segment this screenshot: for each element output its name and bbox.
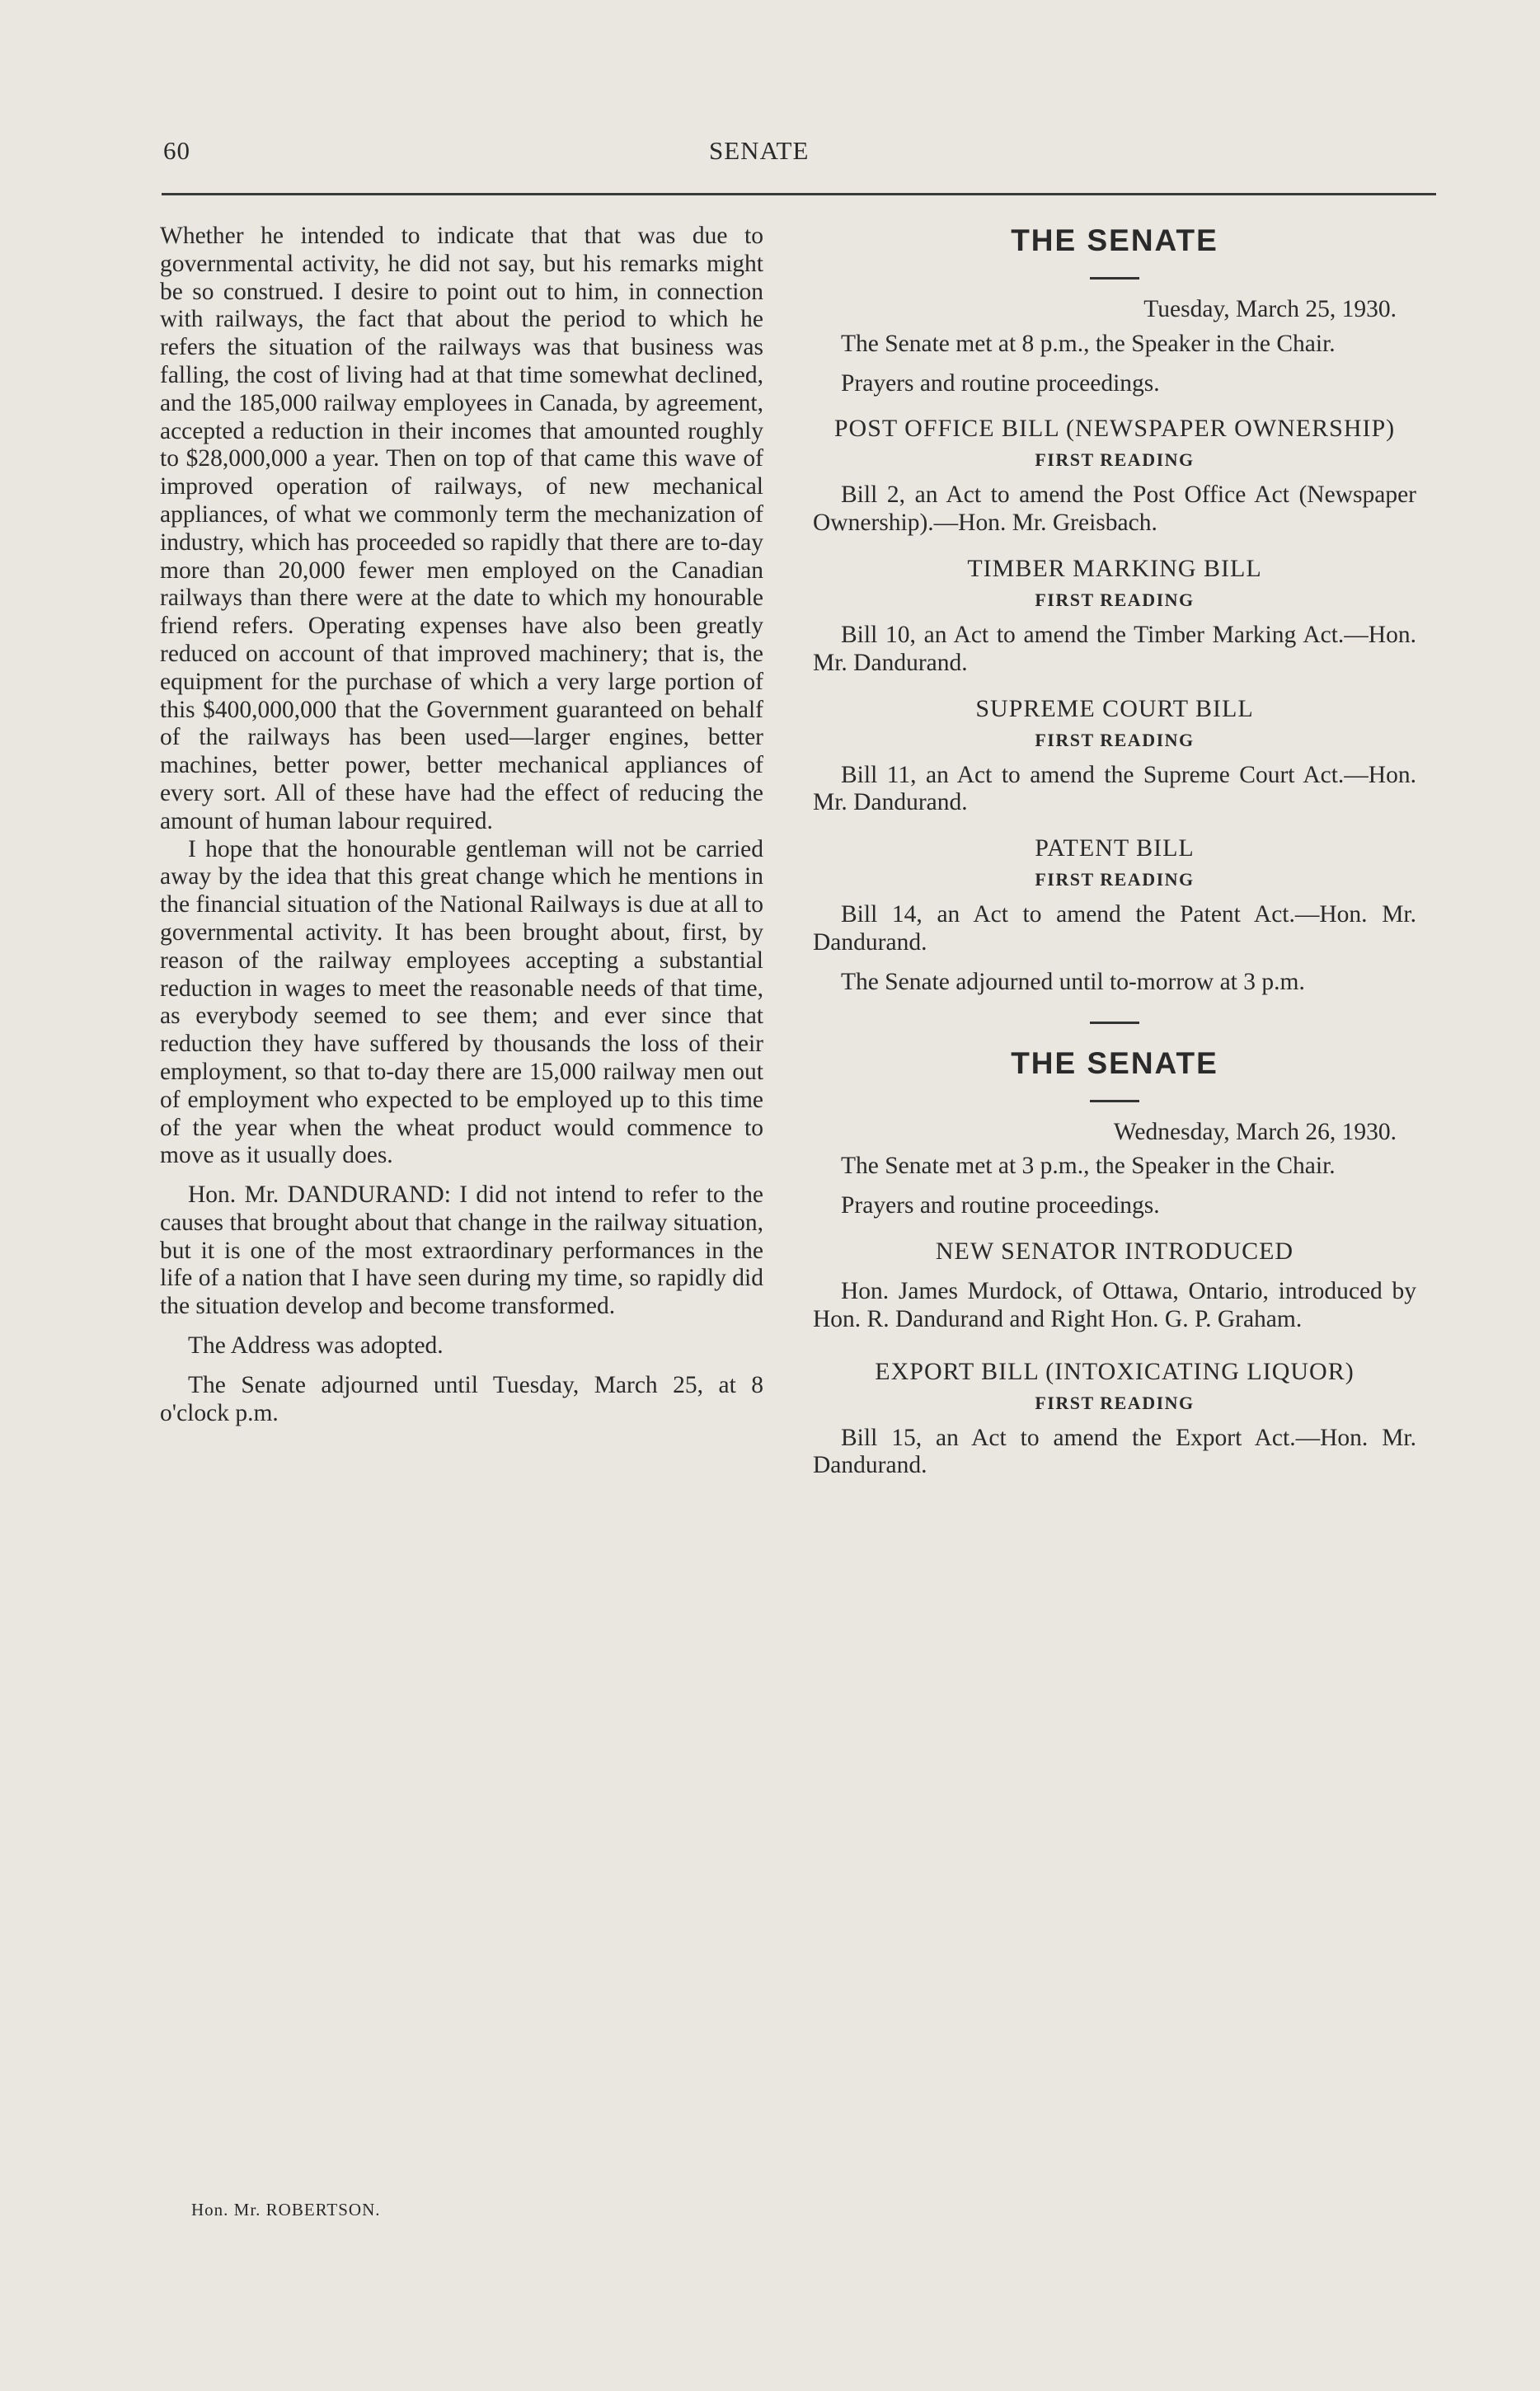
section-new-senator (813, 1237, 1416, 1334)
sitting-opening: The Senate met at 8 p.m., the Speaker in the Chair. (841, 330, 1336, 357)
introduction-text: Hon. James Murdock, of Ottawa, Ontario, introduced by Hon. R. Dandurand and Right Hon. G. P. Graham. (813, 1277, 1416, 1332)
prayers-line: Prayers and routine proceedings. (841, 369, 1160, 397)
page-number: 60 (163, 136, 190, 165)
section-patent-bill (813, 834, 1416, 996)
paragraph-dandurand-reply: Hon. Mr. DANDURAND: I did not intend to refer to the causes that brought about that change in the railway situation, but it is one of the most extraordinary performances in the life of a nation that I have seen during my time, so rapidly did the situation develop and become transformed. (160, 1181, 763, 1320)
bill-text: Bill 10, an Act to amend the Timber Marking Act.—Hon. Mr. Dandurand. (813, 621, 1416, 676)
left-column (160, 223, 763, 1427)
divider (1090, 1022, 1139, 1024)
bill-text: Bill 14, an Act to amend the Patent Act.—Hon. Mr. Dandurand. (813, 901, 1416, 956)
section-heading: POST OFFICE BILL (NEWSPAPER OWNERSHIP) (833, 415, 1396, 443)
reading-label: FIRST READING (1035, 869, 1195, 890)
divider (1090, 1100, 1139, 1102)
bill-text: Bill 2, an Act to amend the Post Office Act (Newspaper Ownership).—Hon. Mr. Greisbach. (813, 481, 1416, 537)
running-head: SENATE (709, 136, 810, 165)
adjournment-line: The Senate adjourned until to-morrow at 3 p.m. (841, 968, 1305, 995)
paragraph-adjournment: The Senate adjourned until Tuesday, March 25, at 8 o'clock p.m. (160, 1371, 763, 1426)
section-timber-marking-bill (813, 554, 1416, 678)
reading-label: FIRST READING (1035, 589, 1195, 610)
sitting-date: Wednesday, March 26, 1930. (1113, 1118, 1397, 1145)
prayers-line: Prayers and routine proceedings. (841, 1192, 1160, 1219)
bill-text: Bill 11, an Act to amend the Supreme Court Act.—Hon. Mr. Dandurand. (813, 761, 1416, 816)
section-export-bill (813, 1357, 1416, 1481)
sitting-opening: The Senate met at 3 p.m., the Speaker in the Chair. (841, 1153, 1336, 1180)
sitting-date: Tuesday, March 25, 1930. (1143, 296, 1397, 322)
reading-label: FIRST READING (1035, 449, 1195, 471)
paragraph-robertson-hope: I hope that the honourable gentleman will not be carried away by the idea that this great change which he mentions in the financial situation of the National Railways is due at all to governmental activity. It has been brought about, first, by reason of the railway employees accepting a substantial reduction in wages to meet the reasonable needs of that time, as everybody seemed to see them; and ever since that reduction they have suffered by thousands the loss of their employment, so that to-day there are 15,000 railway men out of employment who expected to be employed up to this time of the year when the wheat product would commence to move as it usually does. (160, 835, 763, 1169)
section-heading: NEW SENATOR INTRODUCED (935, 1237, 1294, 1265)
divider (1090, 277, 1139, 279)
section-heading: EXPORT BILL (INTOXICATING LIQUOR) (875, 1357, 1355, 1385)
senate-title: THE SENATE (1011, 223, 1218, 257)
header-rule (162, 193, 1436, 195)
reading-label: FIRST READING (1035, 1392, 1195, 1413)
right-column (813, 223, 1416, 1480)
section-heading: TIMBER MARKING BILL (967, 554, 1262, 582)
paragraph-address-adopted: The Address was adopted. (188, 1332, 444, 1360)
page-header (163, 136, 1433, 176)
paragraph-robertson-continued: Whether he intended to indicate that that was due to governmental activity, he did not say, but his remarks might be so construed. I desire to point out to him, in connection with railways, the fact that about the period to which he refers the situation of the railways was that business was falling, the cost of living had at that time somewhat declined, and the 185,000 railway employees in Canada, by agreement, accepted a reduction in their incomes that amounted roughly to $28,000,000 a year. Then on top of that came this wave of improved operation of railways, of new mechanical appliances, of what we commonly term the mechanization of industry, which has proceeded so rapidly that there are to-day more than 20,000 fewer men employed on the Canadian railways than there were at the date to which my honourable friend refers. Operating expenses have also been greatly reduced on account of that improved machinery; that is, the equipment for the purchase of which a very large portion of this $400,000,000 that the Government guaranteed on behalf of the railways has been used—larger engines, better machines, better power, better mechanical appliances of every sort. All of these have had the effect of reducing the amount of human labour required. (160, 223, 763, 834)
footer-speaker-catchword: Hon. Mr. ROBERTSON. (191, 2200, 381, 2220)
senate-sitting-march-26 (813, 1022, 1416, 1220)
senate-sitting-march-25 (813, 223, 1416, 397)
section-heading: SUPREME COURT BILL (975, 694, 1254, 722)
bill-text: Bill 15, an Act to amend the Export Act.—Hon. Mr. Dandurand. (813, 1424, 1416, 1479)
section-heading: PATENT BILL (1035, 834, 1195, 862)
section-supreme-court-bill (813, 694, 1416, 818)
senate-title: THE SENATE (1011, 1045, 1218, 1080)
section-post-office-bill (813, 414, 1416, 538)
reading-label: FIRST READING (1035, 729, 1195, 750)
